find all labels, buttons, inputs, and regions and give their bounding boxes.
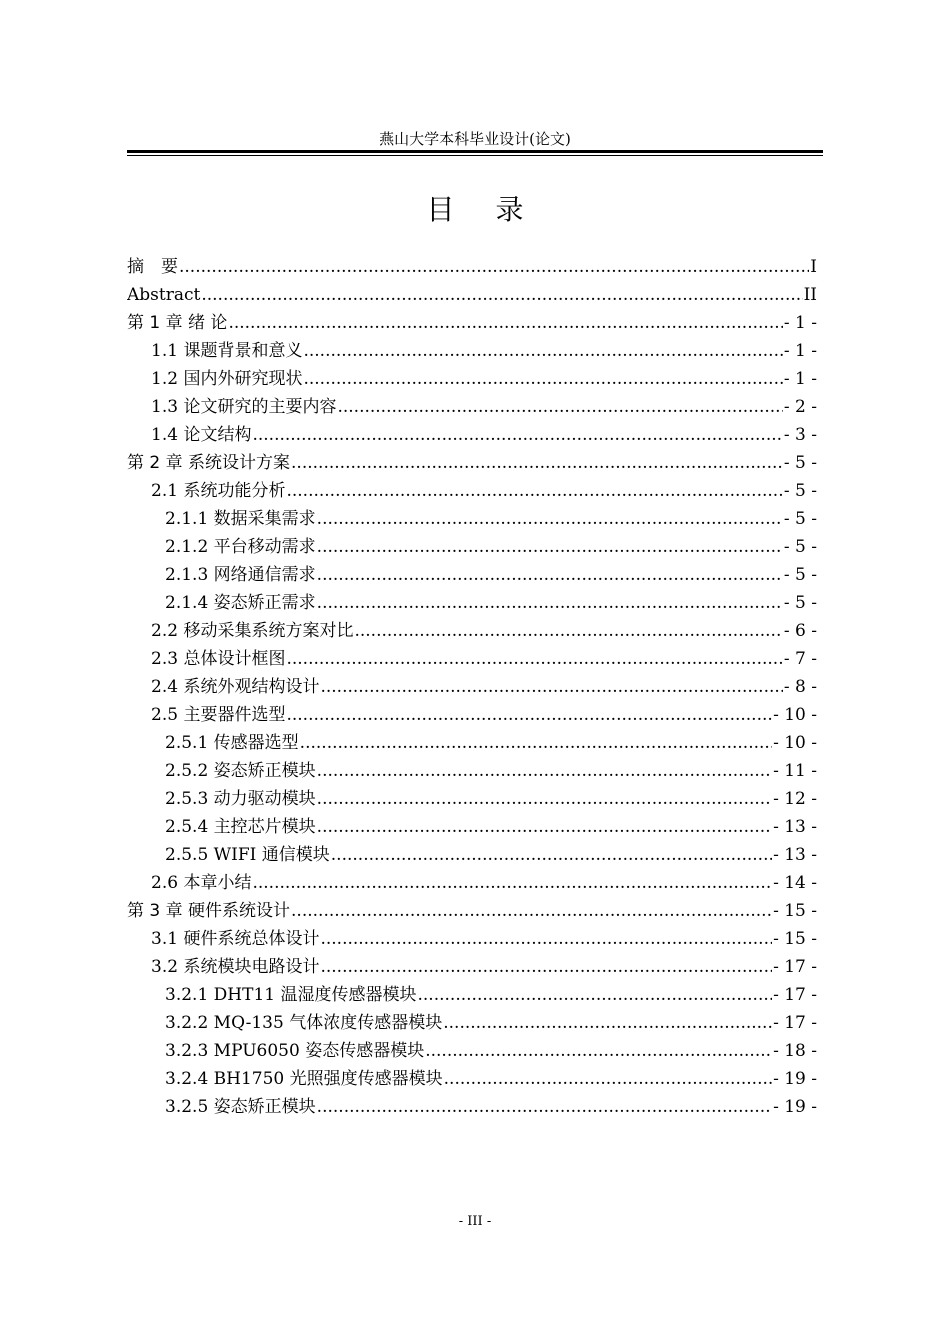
toc-entry-label: 3.2.1 DHT11 温湿度传感器模块 (165, 985, 417, 1005)
toc-dot-leader (317, 561, 783, 589)
toc-entry[interactable] (127, 617, 817, 645)
toc-entry-label: 第 3 章 硬件系统设计 (127, 901, 291, 921)
toc-entry-label: 2.5.3 动力驱动模块 (165, 789, 316, 809)
toc-entry-page: - 18 - (773, 1041, 817, 1061)
toc-entry-page: - 10 - (773, 705, 817, 725)
running-header: 燕山大学本科毕业设计(论文) (379, 130, 571, 148)
toc-entry-page: - 5 - (783, 453, 817, 473)
toc-dot-leader (425, 1037, 772, 1065)
toc-entry-label: 2.3 总体设计框图 (151, 649, 286, 669)
toc-entry-page: - 15 - (773, 901, 817, 921)
toc-entry-page: II (803, 285, 817, 305)
toc-dot-leader (320, 953, 772, 981)
toc-entry-page: - 5 - (783, 537, 817, 557)
toc-entry-label: 1.3 论文研究的主要内容 (151, 397, 337, 417)
toc-entry-page: - 19 - (773, 1069, 817, 1089)
toc-entry-page: - 2 - (783, 397, 817, 417)
toc-entry[interactable] (127, 841, 817, 869)
toc-entry[interactable] (127, 925, 817, 953)
toc-entry[interactable] (127, 1093, 817, 1121)
toc-dot-leader (331, 841, 772, 869)
toc-entry-label: 3.2.4 BH1750 光照强度传感器模块 (165, 1069, 443, 1089)
toc-entry-label: 2.5.1 传感器选型 (165, 733, 299, 753)
toc-entry[interactable] (127, 701, 817, 729)
toc-entry-label: 2.1.2 平台移动需求 (165, 537, 316, 557)
toc-entry-page: - 13 - (773, 817, 817, 837)
toc-entry-label: 3.2.2 MQ-135 气体浓度传感器模块 (165, 1013, 443, 1033)
toc-dot-leader (317, 813, 772, 841)
toc-entry-page: - 17 - (773, 985, 817, 1005)
toc-entry-label: 2.1.3 网络通信需求 (165, 565, 316, 585)
toc-entry-page: - 19 - (773, 1097, 817, 1117)
toc-entry-label: 3.2.3 MPU6050 姿态传感器模块 (165, 1041, 425, 1061)
toc-entry-label: 2.1.4 姿态矫正需求 (165, 593, 316, 613)
toc-entry-page: - 7 - (783, 649, 817, 669)
toc-entry-page: - 5 - (783, 565, 817, 585)
toc-entry[interactable] (127, 1037, 817, 1065)
toc-entry[interactable] (127, 785, 817, 813)
toc-dot-leader (317, 533, 783, 561)
toc-dot-leader (443, 1009, 772, 1037)
toc-dot-leader (303, 337, 782, 365)
page-number-footer: - III - (458, 1214, 492, 1229)
toc-entry-page: - 17 - (773, 957, 817, 977)
toc-entry[interactable] (127, 981, 817, 1009)
toc-entry[interactable] (127, 449, 817, 477)
toc-entry-label: 1.2 国内外研究现状 (151, 369, 303, 389)
toc-entry[interactable] (127, 953, 817, 981)
toc-entry[interactable] (127, 253, 817, 281)
toc-entry[interactable] (127, 813, 817, 841)
toc-dot-leader (317, 1093, 772, 1121)
header-rule-thin (127, 155, 823, 156)
toc-entry[interactable] (127, 729, 817, 757)
toc-dot-leader (444, 1065, 772, 1093)
toc-entry-page: - 5 - (783, 509, 817, 529)
toc-entry[interactable] (127, 897, 817, 925)
header-rule-thick (127, 150, 823, 153)
toc-dot-leader (291, 449, 783, 477)
toc-entry-page: - 12 - (773, 789, 817, 809)
toc-dot-leader (317, 505, 783, 533)
toc-entry-page: - 3 - (783, 425, 817, 445)
toc-dot-leader (286, 477, 782, 505)
toc-entry[interactable] (127, 309, 817, 337)
toc-entry-label: 第 1 章 绪 论 (127, 313, 228, 333)
toc-entry[interactable] (127, 533, 817, 561)
toc-entry-label: 第 2 章 系统设计方案 (127, 453, 291, 473)
toc-entry[interactable] (127, 365, 817, 393)
toc-entry[interactable] (127, 645, 817, 673)
toc-entry[interactable] (127, 281, 817, 309)
toc-dot-leader (179, 253, 809, 281)
toc-entry[interactable] (127, 757, 817, 785)
toc-entry-page: - 17 - (773, 1013, 817, 1033)
toc-entry-label: 3.2 系统模块电路设计 (151, 957, 320, 977)
toc-entry-label: Abstract (127, 285, 201, 305)
toc-dot-leader (317, 785, 772, 813)
toc-entry[interactable] (127, 337, 817, 365)
toc-dot-leader (337, 393, 782, 421)
toc-entry-label: 2.5 主要器件选型 (151, 705, 286, 725)
toc-entry-page: - 1 - (783, 341, 817, 361)
toc-entry[interactable] (127, 505, 817, 533)
toc-entry-page: - 14 - (773, 873, 817, 893)
toc-entry-label: 2.5.2 姿态矫正模块 (165, 761, 316, 781)
toc-entry-label: 1.4 论文结构 (151, 425, 252, 445)
toc-entry-page: - 10 - (773, 733, 817, 753)
toc-entry-label: 2.2 移动采集系统方案对比 (151, 621, 354, 641)
toc-dot-leader (418, 981, 773, 1009)
toc-entry-page: - 5 - (783, 481, 817, 501)
toc-entry-label: 2.1.1 数据采集需求 (165, 509, 316, 529)
toc-entry-page: - 5 - (783, 593, 817, 613)
toc-entry-label: 2.4 系统外观结构设计 (151, 677, 320, 697)
toc-entry-page: - 11 - (773, 761, 817, 781)
toc-entry[interactable] (127, 1065, 817, 1093)
toc-entry-page: - 8 - (783, 677, 817, 697)
toc-entry-label: 摘 要 (127, 257, 178, 277)
toc-entry[interactable] (127, 869, 817, 897)
toc-dot-leader (303, 365, 782, 393)
toc-entry[interactable] (127, 393, 817, 421)
toc-entry-page: - 13 - (773, 845, 817, 865)
toc-entry-label: 3.2.5 姿态矫正模块 (165, 1097, 316, 1117)
toc-dot-leader (320, 673, 782, 701)
toc-entry-page: - 1 - (783, 313, 817, 333)
table-of-contents (127, 253, 817, 1121)
toc-dot-leader (300, 729, 772, 757)
toc-entry[interactable] (127, 1009, 817, 1037)
toc-entry-label: 3.1 硬件系统总体设计 (151, 929, 320, 949)
toc-dot-leader (354, 617, 782, 645)
toc-entry-page: - 6 - (783, 621, 817, 641)
toc-dot-leader (320, 925, 772, 953)
toc-entry[interactable] (127, 589, 817, 617)
toc-dot-leader (317, 589, 783, 617)
toc-dot-leader (286, 701, 772, 729)
toc-entry-label: 2.1 系统功能分析 (151, 481, 286, 501)
toc-entry-page: - 15 - (773, 929, 817, 949)
toc-dot-leader (228, 309, 782, 337)
toc-entry[interactable] (127, 673, 817, 701)
toc-entry-label: 2.5.5 WIFI 通信模块 (165, 845, 330, 865)
toc-dot-leader (252, 421, 782, 449)
toc-dot-leader (201, 281, 802, 309)
toc-entry-label: 2.6 本章小结 (151, 873, 252, 893)
toc-dot-leader (291, 897, 772, 925)
toc-entry[interactable] (127, 477, 817, 505)
toc-title: 目 录 (426, 193, 540, 226)
toc-entry[interactable] (127, 561, 817, 589)
toc-dot-leader (317, 757, 772, 785)
toc-dot-leader (252, 869, 772, 897)
toc-entry-label: 2.5.4 主控芯片模块 (165, 817, 316, 837)
toc-entry-page: - 1 - (783, 369, 817, 389)
toc-entry[interactable] (127, 421, 817, 449)
toc-entry-page: I (810, 257, 817, 277)
toc-entry-label: 1.1 课题背景和意义 (151, 341, 303, 361)
toc-dot-leader (286, 645, 782, 673)
